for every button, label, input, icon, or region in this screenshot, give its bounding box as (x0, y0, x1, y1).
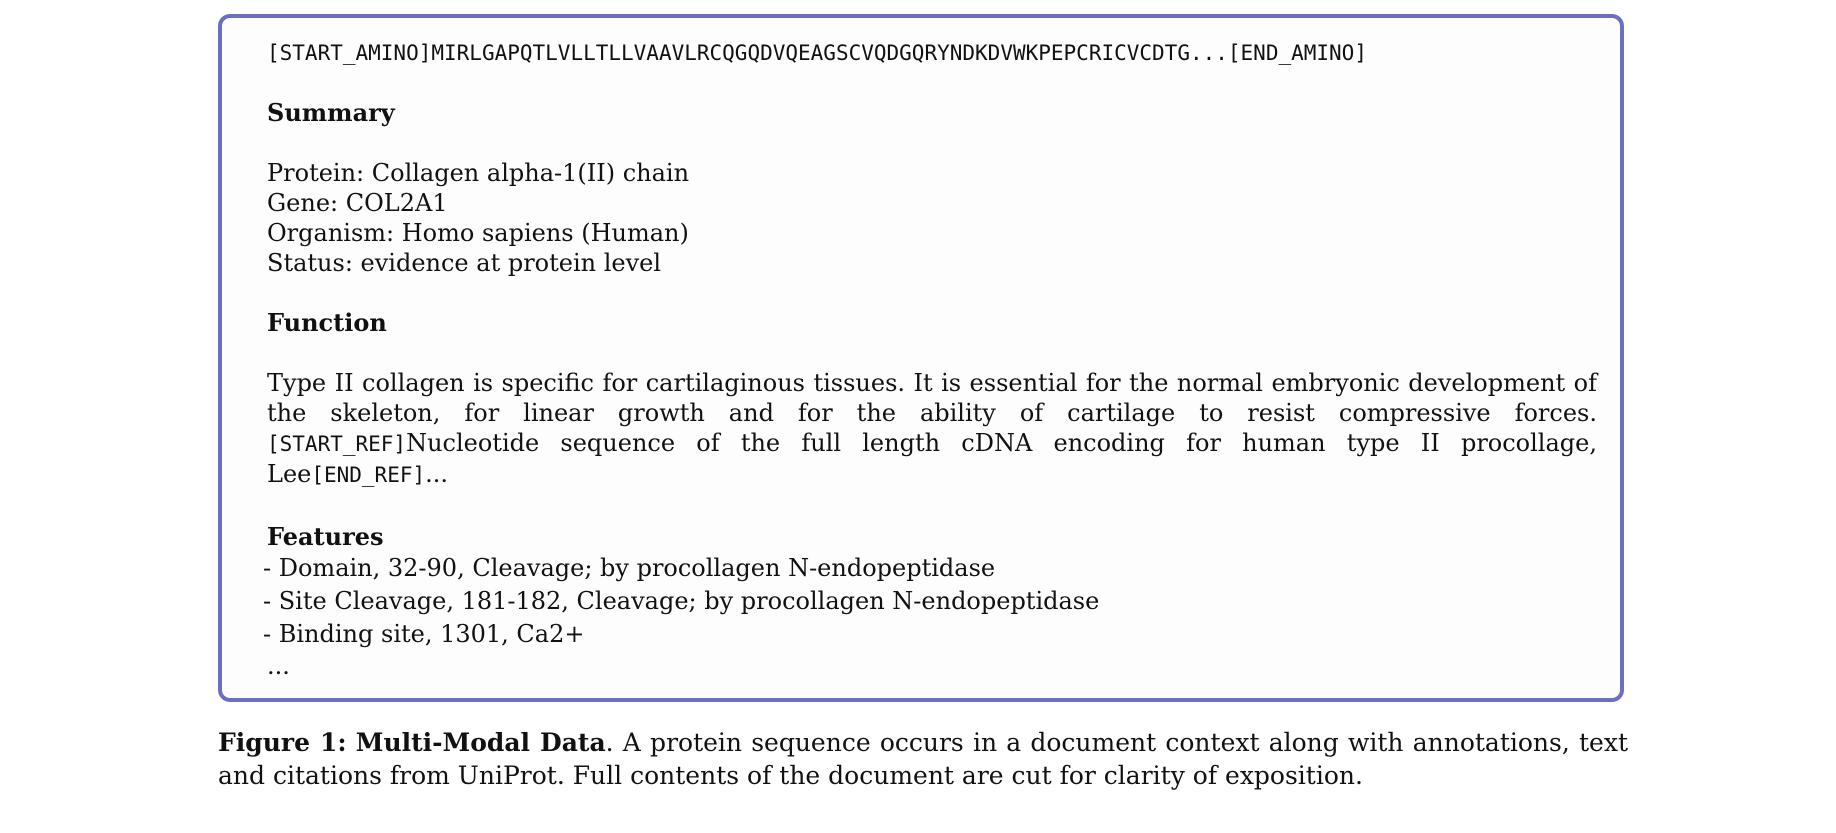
amino-sequence (267, 38, 1597, 68)
feature-item-binding: - Binding site, 1301, Ca2+ (263, 620, 585, 648)
figure-box (218, 14, 1624, 702)
summary-line-status: Status: evidence at protein level (267, 249, 662, 277)
end-ref-token: [END_REF] (311, 463, 426, 487)
summary-line-organism: Organism: Homo sapiens (Human) (267, 219, 689, 247)
features-heading: Features (267, 522, 384, 551)
sequence-value: MIRLGAPQTLVLLTLLVAAVLRCQGQDVQEAGSCVQDGQRYNDKDVWKPEPCRICVCDTG... (431, 41, 1228, 65)
caption-text: . A protein sequence occurs in a document context along with annotations, text and citations from UniProt. Full contents of the document are cut for clarity of exposition. (218, 728, 1628, 790)
features-ellipsis: ... (267, 652, 290, 680)
function-heading: Function (267, 308, 387, 337)
function-text: Type II collagen is specific for cartilaginous tissues. It is essential for the normal embryonic development of the skeleton, for linear growth and for the ability of cartilage to resist compressive forces. (267, 369, 1597, 427)
caption-title: Multi-Modal Data (355, 728, 606, 757)
caption-label: Figure 1: (218, 728, 347, 757)
start-amino-token: [START_AMINO] (267, 41, 432, 65)
reference-text: Nucleotide sequence of the full length cDNA encoding for human type II procollage, Lee (267, 429, 1597, 488)
start-ref-token: [START_REF] (267, 432, 407, 456)
document-content (263, 38, 1597, 681)
function-paragraph (267, 368, 1597, 490)
feature-item-site: - Site Cleavage, 181-182, Cleavage; by procollagen N-endopeptidase (263, 587, 1100, 615)
summary-line-protein: Protein: Collagen alpha-1(II) chain (267, 159, 690, 187)
end-amino-token: [END_AMINO] (1227, 41, 1367, 65)
function-ellipsis: ... (425, 460, 449, 488)
feature-item-domain: - Domain, 32-90, Cleavage; by procollagen N-endopeptidase (263, 554, 996, 582)
summary-line-gene: Gene: COL2A1 (267, 189, 448, 217)
summary-heading: Summary (267, 98, 395, 127)
figure-caption (218, 726, 1628, 792)
